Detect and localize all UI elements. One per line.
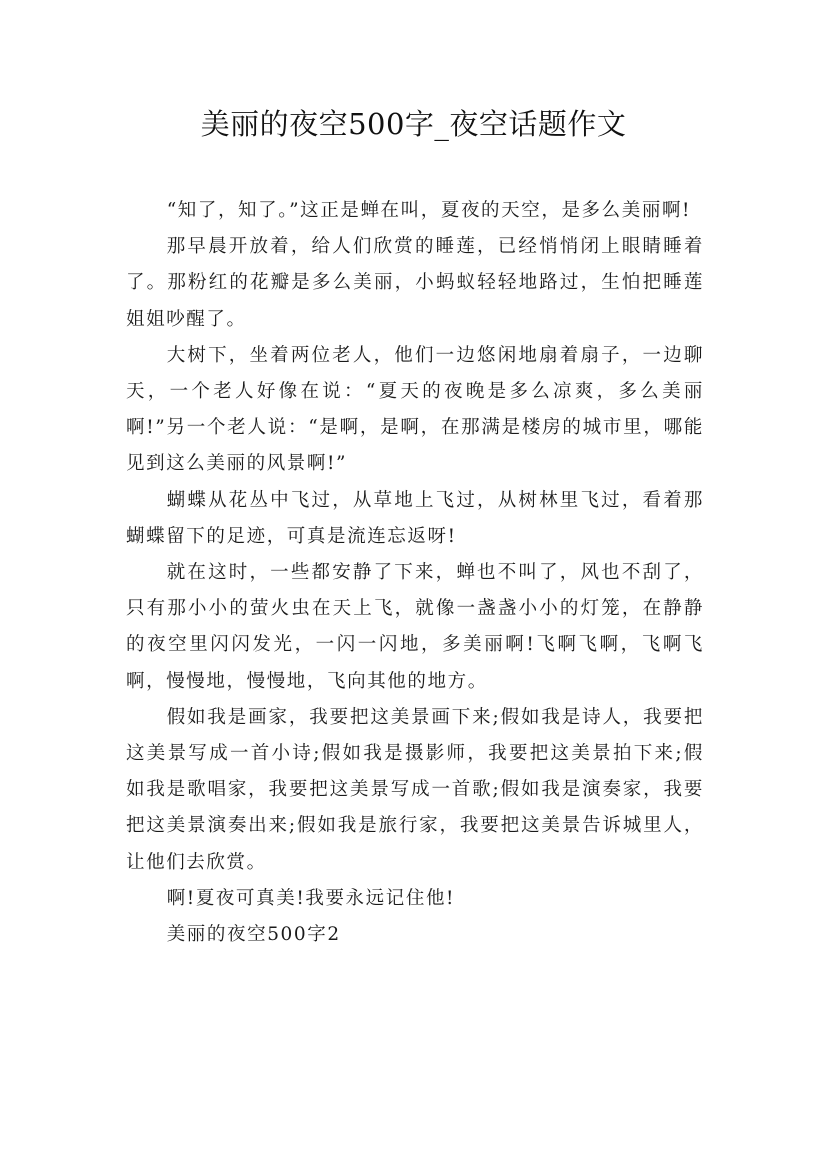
paragraph-2: 那早晨开放着，给人们欣赏的睡莲，已经悄悄闭上眼睛睡着了。那粉红的花瓣是多么美丽，小蚂蚁轻轻地路过，生怕把睡莲姐姐吵醒了。 bbox=[126, 236, 704, 330]
paragraph-4: 蝴蝶从花丛中飞过，从草地上飞过，从树林里飞过，看着那蝴蝶留下的足迹，可真是流连忘返呀! bbox=[126, 489, 704, 547]
section-heading-2: 美丽的夜空500字2 bbox=[166, 924, 341, 946]
document-title: 美丽的夜空500字_夜空话题作文 bbox=[200, 107, 627, 141]
paragraph-3: 大树下，坐着两位老人，他们一边悠闲地扇着扇子，一边聊天，一个老人好像在说：“夏天的夜晚是多么凉爽，多么美丽啊!”另一个老人说：“是啊，是啊，在那满是楼房的城市里，哪能见到这么美丽的风景啊!” bbox=[126, 344, 704, 475]
paragraph-1: “知了，知了。”这正是蝉在叫，夏夜的天空，是多么美丽啊! bbox=[166, 200, 692, 221]
document-body bbox=[126, 193, 704, 953]
paragraph-7: 啊!夏夜可真美!我要永远记住他! bbox=[166, 887, 456, 909]
paragraph-6: 假如我是画家，我要把这美景画下来;假如我是诗人，我要把这美景写成一首小诗;假如我是摄影师，我要把这美景拍下来;假如我是歌唱家，我要把这美景写成一首歌;假如我是演奏家，我要把这美景演奏出来;假如我是旅行家，我要把这美景告诉城里人，让他们去欣赏。 bbox=[126, 706, 704, 873]
paragraph-5: 就在这时，一些都安静了下来，蝉也不叫了，风也不刮了，只有那小小的萤火虫在天上飞，就像一盏盏小小的灯笼，在静静的夜空里闪闪发光，一闪一闪地，多美丽啊!飞啊飞啊，飞啊飞啊，慢慢地，慢慢地，飞向其他的地方。 bbox=[126, 562, 704, 692]
